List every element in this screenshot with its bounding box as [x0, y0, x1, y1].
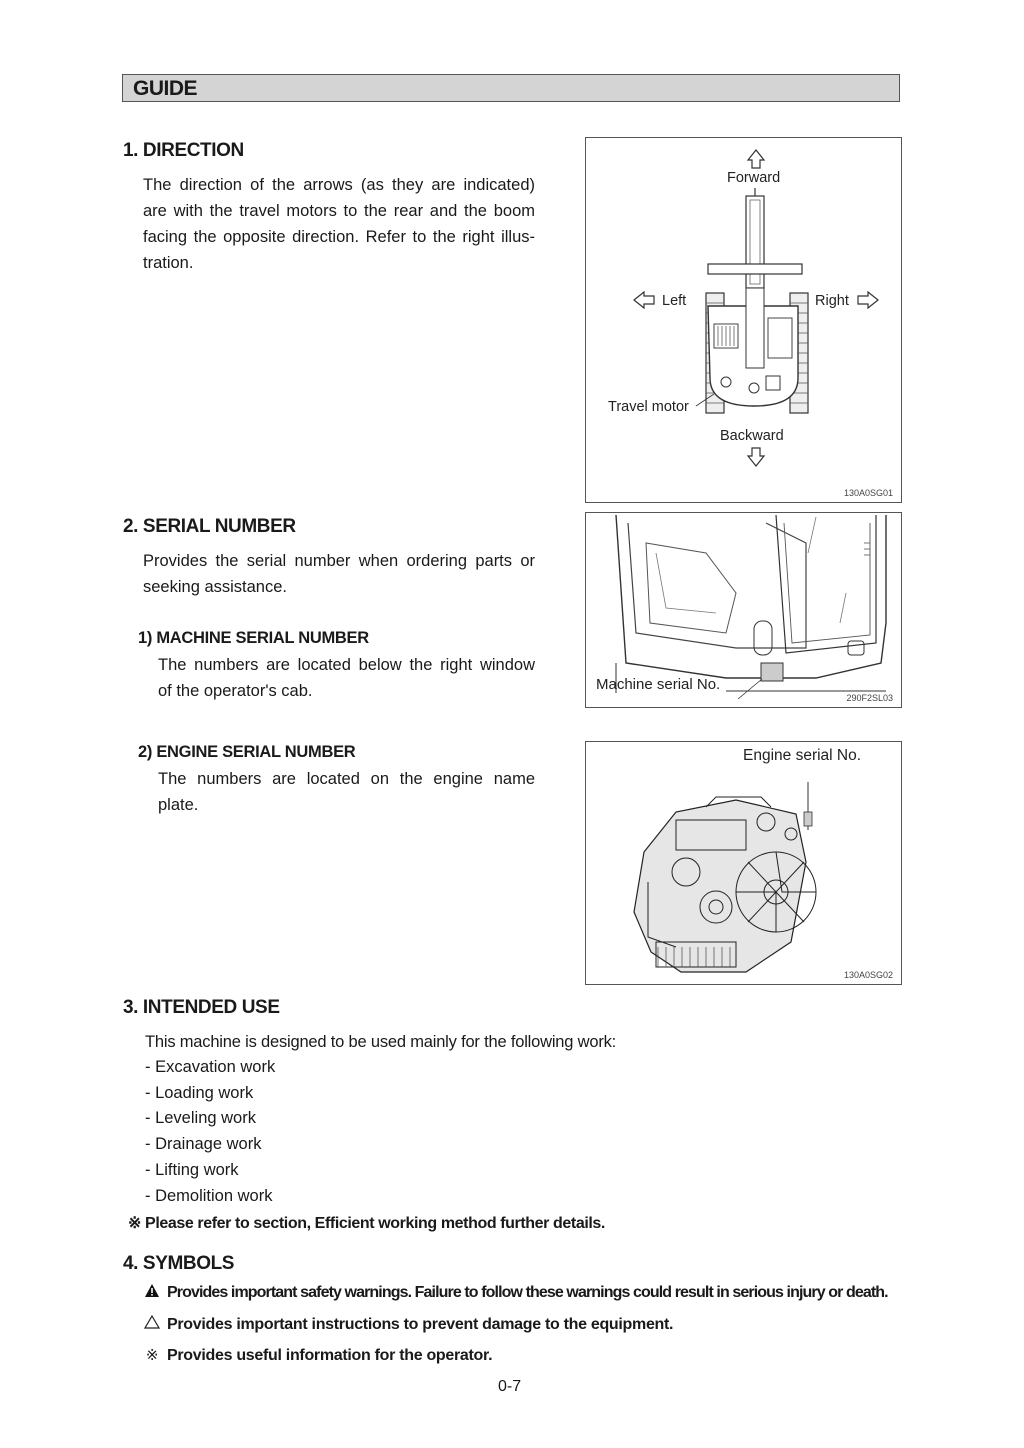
machine-serial-paragraph [158, 652, 535, 704]
list-item: - Demolition work [145, 1186, 273, 1205]
figure-code: 290F2SL03 [846, 693, 893, 703]
engine-serial-figure [585, 741, 902, 985]
excavator-top-view-illustration [586, 138, 901, 502]
intended-use-intro: This machine is designed to be used mainly for the following work: [145, 1033, 617, 1051]
backward-arrow-icon [748, 448, 764, 466]
symbol-description: Provides important instructions to prevent damage to the equipment. [167, 1316, 674, 1333]
engine-serial-label: Engine serial No. [743, 747, 862, 764]
reference-mark-icon: ※ [145, 1346, 159, 1364]
symbol-item-reference [143, 1346, 492, 1365]
figure-code: 130A0SG02 [843, 970, 893, 980]
forward-arrow-icon [748, 150, 764, 168]
section-heading-serial-number: 2. SERIAL NUMBER [123, 516, 296, 537]
direction-paragraph [143, 172, 535, 276]
intended-use-list [145, 1055, 275, 1209]
list-item: - Loading work [145, 1083, 254, 1102]
list-item: - Leveling work [145, 1109, 256, 1128]
forward-label: Forward [727, 170, 781, 186]
paragraph-line: tration. [143, 254, 194, 272]
paragraph-line: Provides the serial number when ordering parts or [143, 552, 535, 570]
direction-figure [585, 137, 902, 503]
section-heading-intended-use: 3. INTENDED USE [123, 997, 280, 1018]
paragraph-line: seeking assistance. [143, 578, 287, 596]
paragraph-line: of the operator's cab. [158, 682, 313, 700]
reference-note: ※ Please refer to section, Efficient working method further details. [128, 1215, 605, 1232]
engine-serial-paragraph [158, 766, 535, 818]
machine-serial-figure [585, 512, 902, 708]
engine-serial-heading: 2) ENGINE SERIAL NUMBER [138, 743, 356, 761]
list-item: - Excavation work [145, 1058, 276, 1076]
section-heading-direction: 1. DIRECTION [123, 140, 244, 161]
paragraph-line: are with the travel motors to the rear and the boom [143, 202, 535, 220]
section-heading-symbols: 4. SYMBOLS [123, 1253, 235, 1274]
left-label: Left [662, 293, 687, 309]
machine-serial-heading: 1) MACHINE SERIAL NUMBER [138, 629, 369, 647]
serial-plate-icon [761, 663, 783, 681]
paragraph-line: facing the opposite direction. Refer to the right illus- [143, 228, 535, 246]
list-item: - Lifting work [145, 1160, 239, 1179]
list-item: - Drainage work [145, 1135, 262, 1154]
warning-filled-triangle-icon [143, 1284, 161, 1302]
paragraph-line: The numbers are located on the engine name [158, 770, 535, 788]
guide-header-bar [122, 74, 900, 102]
serial-number-paragraph [143, 548, 535, 600]
page-title: GUIDE [133, 77, 198, 100]
machine-serial-label: Machine serial No. [596, 676, 721, 693]
paragraph-line: The direction of the arrows (as they are indicated) [143, 176, 535, 194]
right-label: Right [815, 293, 849, 309]
symbol-item-caution [143, 1315, 673, 1334]
symbol-description: Provides important safety warnings. Failure to follow these warnings could result in serious injury or death. [167, 1284, 888, 1301]
backward-label: Backward [720, 428, 784, 444]
paragraph-line: The numbers are located below the right window [158, 656, 535, 674]
symbol-description: Provides useful information for the operator. [167, 1347, 493, 1364]
page-number: 0-7 [498, 1378, 522, 1395]
engine-illustration [586, 742, 901, 984]
symbol-item-warning [143, 1284, 888, 1302]
paragraph-line: plate. [158, 796, 199, 814]
travel-motor-label: Travel motor [608, 399, 689, 415]
figure-code: 130A0SG01 [843, 488, 893, 498]
engine-plate-icon [804, 812, 812, 826]
left-arrow-icon [634, 292, 654, 308]
right-arrow-icon [858, 292, 878, 308]
caution-outline-triangle-icon [143, 1315, 161, 1334]
